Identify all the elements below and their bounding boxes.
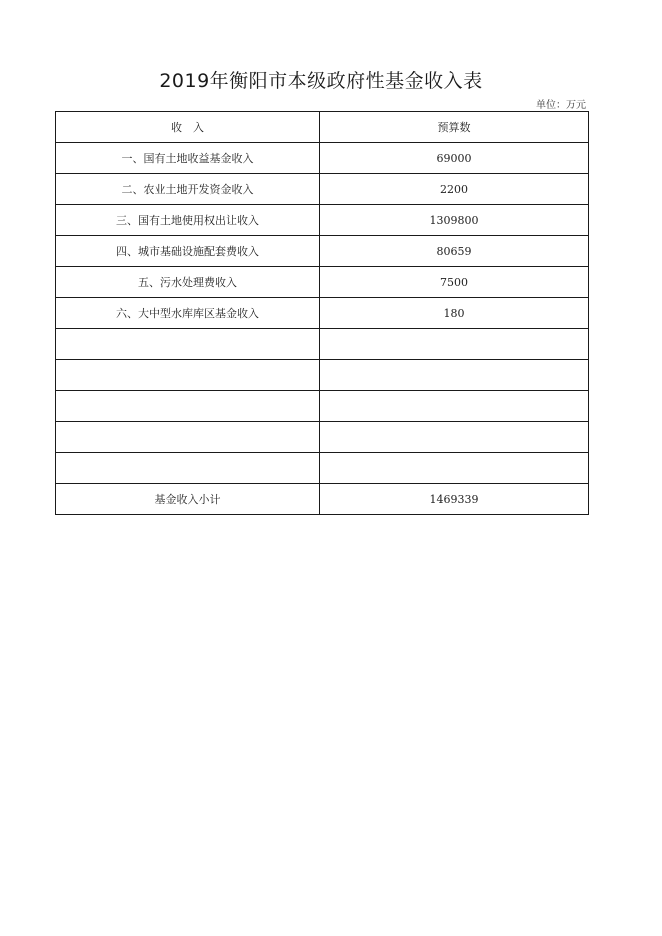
row-label: 一、国有土地收益基金收入 [56,143,320,174]
empty-row [56,391,589,422]
table-row [56,205,589,236]
empty-cell [320,453,589,484]
empty-cell [56,422,320,453]
total-value: 1469339 [320,484,589,515]
row-label: 四、城市基础设施配套费收入 [56,236,320,267]
empty-cell [320,360,589,391]
header-income: 收 入 [56,112,320,143]
empty-cell [320,391,589,422]
row-label: 六、大中型水库库区基金收入 [56,298,320,329]
empty-cell [56,391,320,422]
row-value: 180 [320,298,589,329]
empty-cell [320,422,589,453]
row-label: 三、国有土地使用权出让收入 [56,205,320,236]
empty-cell [56,453,320,484]
table-row [56,174,589,205]
row-label: 五、污水处理费收入 [56,267,320,298]
empty-cell [56,329,320,360]
empty-row [56,453,589,484]
empty-row [56,422,589,453]
empty-row [56,329,589,360]
row-value: 7500 [320,267,589,298]
table-row [56,143,589,174]
row-value: 80659 [320,236,589,267]
row-value: 1309800 [320,205,589,236]
row-value: 2200 [320,174,589,205]
unit-label: 单位：万元 [536,100,586,111]
row-label: 二、农业土地开发资金收入 [56,174,320,205]
budget-table [55,111,589,515]
page-title: 2019年衡阳市本级政府性基金收入表 [159,70,483,92]
table-row [56,298,589,329]
table-row [56,267,589,298]
total-row [56,484,589,515]
row-value: 69000 [320,143,589,174]
empty-cell [320,329,589,360]
table-row [56,236,589,267]
header-row [56,112,589,143]
empty-cell [56,360,320,391]
header-budget: 预算数 [320,112,589,143]
total-label: 基金收入小计 [56,484,320,515]
empty-row [56,360,589,391]
